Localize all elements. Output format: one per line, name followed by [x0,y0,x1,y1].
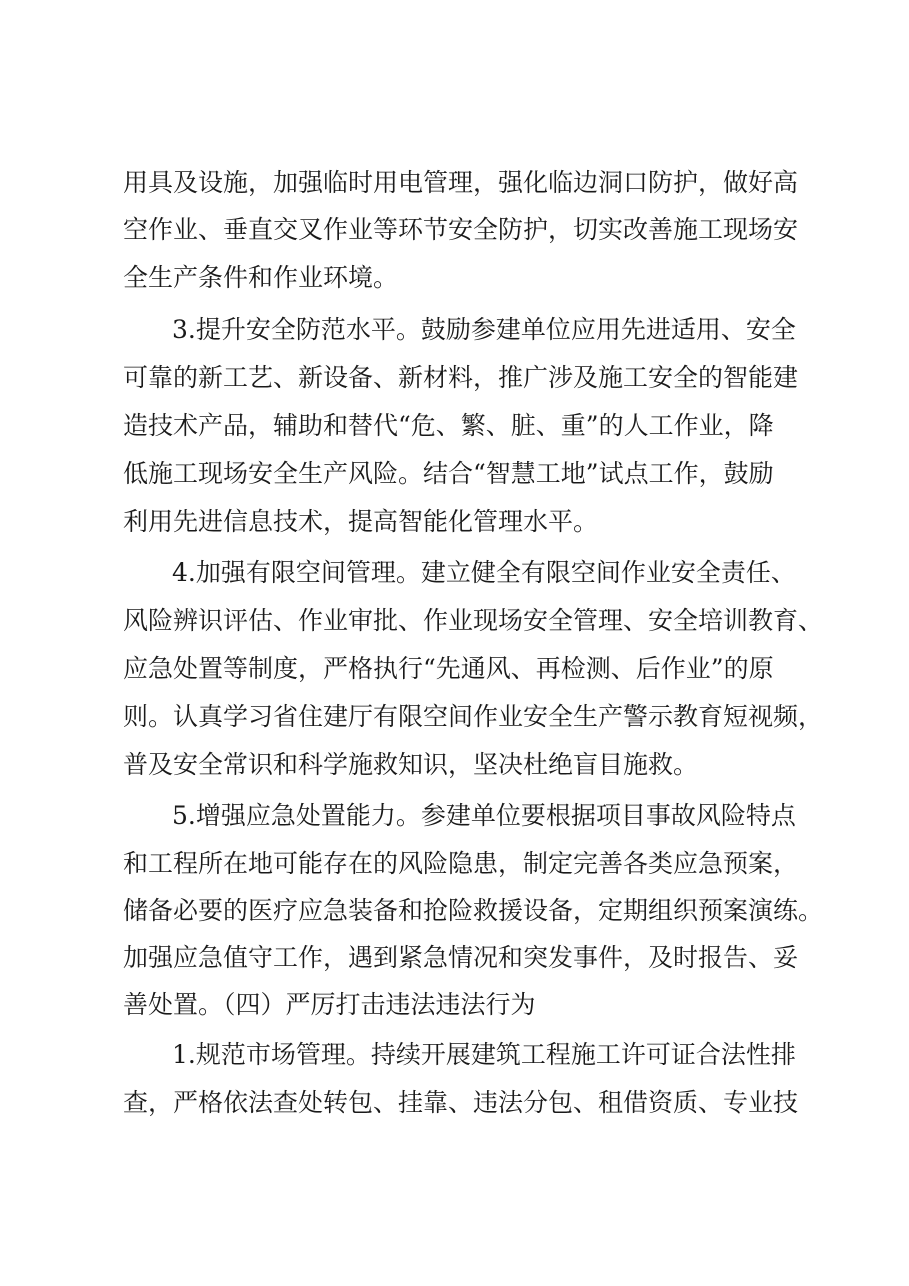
text-line: 则。认真学习省住建厅有限空间作业安全生产警示教育短视频， [123,702,824,731]
text-line: 3.提升安全防范水平。鼓励参建单位应用先进适用、安全 [172,315,796,344]
text-line: 可靠的新工艺、新设备、新材料，推广涉及施工安全的智能建 [123,363,799,392]
text-line: 善处置。（四）严厉打击违法违法行为 [123,990,536,1019]
text-line: 5.增强应急处置能力。参建单位要根据项目事故风险特点 [172,801,796,830]
text-line: 用具及设施，加强临时用电管理，强化临边洞口防护，做好高 [123,168,799,197]
text-line: 利用先进信息技术，提高智能化管理水平。 [123,507,599,536]
text-line: 造技术产品，辅助和替代“危、繁、脏、重”的人工作业，降 [123,411,774,440]
text-line: 空作业、垂直交叉作业等环节安全防护，切实改善施工现场安 [123,215,799,244]
text-line: 低施工现场安全生产风险。结合“智慧工地”试点工作，鼓励 [123,459,774,488]
text-line: 普及安全常识和科学施救知识，坚决杜绝盲目施救。 [123,750,699,779]
text-line: 加强应急值守工作，遇到紧急情况和突发事件，及时报告、妥 [123,943,799,972]
text-line: 应急处置等制度，严格执行“先通风、再检测、后作业”的原 [123,654,774,683]
text-line: 储备必要的医疗应急装备和抢险救援设备，定期组织预案演练。 [123,896,824,925]
text-line: 1.规范市场管理。持续开展建筑工程施工许可证合法性排 [172,1040,796,1069]
text-line: 全生产条件和作业环境。 [123,263,399,292]
text-line: 查，严格依法查处转包、挂靠、违法分包、租借资质、专业技 [123,1088,799,1117]
text-line: 和工程所在地可能存在的风险隐患，制定完善各类应急预案， [123,849,799,878]
text-line: 4.加强有限空间管理。建立健全有限空间作业安全责任、 [172,558,796,587]
text-line: 风险辨识评估、作业审批、作业现场安全管理、安全培训教育、 [123,606,824,635]
